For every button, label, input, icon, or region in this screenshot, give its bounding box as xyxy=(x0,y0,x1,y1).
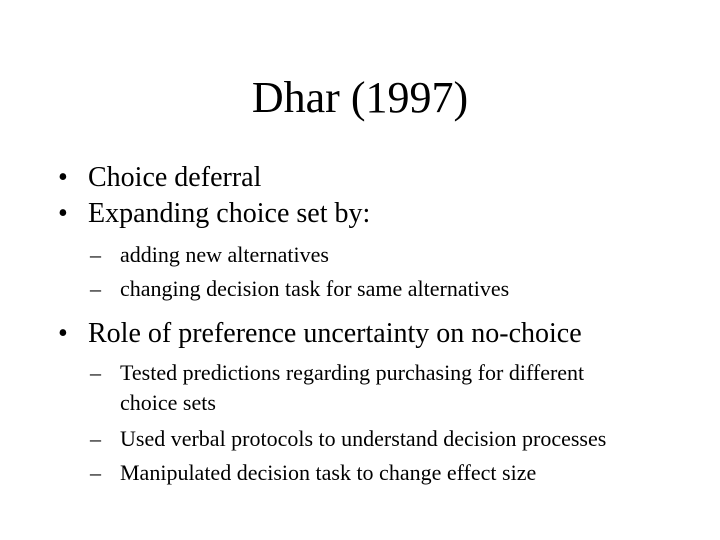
bullet-text: Role of preference uncertainty on no-choice xyxy=(88,318,582,349)
sub-bullet-list xyxy=(58,358,698,490)
bullet-icon: • xyxy=(58,162,68,193)
bullet-icon: • xyxy=(58,318,68,349)
dash-icon: – xyxy=(90,360,101,385)
sub-bullet-item xyxy=(90,238,698,272)
dash-icon: – xyxy=(90,460,101,485)
bullet-item xyxy=(58,196,698,232)
slide-title: Dhar (1997) xyxy=(251,73,469,122)
sub-bullet-text: Manipulated decision task to change effect size xyxy=(120,460,537,485)
sub-bullet-item xyxy=(90,422,698,456)
sub-bullet-item xyxy=(90,358,640,422)
sub-bullet-text: Used verbal protocols to understand decision processes xyxy=(120,426,607,451)
sub-bullet-text: adding new alternatives xyxy=(120,242,329,267)
sub-bullet-text: Tested predictions regarding purchasing for different choice sets xyxy=(120,360,585,415)
bullet-text: Choice deferral xyxy=(88,162,262,193)
bullet-item xyxy=(58,316,698,352)
bullet-text: Expanding choice set by: xyxy=(88,198,371,229)
bullet-icon: • xyxy=(58,198,68,229)
bullet-item xyxy=(58,160,698,196)
sub-bullet-list xyxy=(58,238,698,306)
dash-icon: – xyxy=(90,242,101,267)
bullet-list xyxy=(58,160,698,500)
sub-bullet-item xyxy=(90,272,698,306)
sub-bullet-item xyxy=(90,456,698,490)
dash-icon: – xyxy=(90,276,101,301)
dash-icon: – xyxy=(90,426,101,451)
sub-bullet-text: changing decision task for same alternatives xyxy=(120,276,510,301)
